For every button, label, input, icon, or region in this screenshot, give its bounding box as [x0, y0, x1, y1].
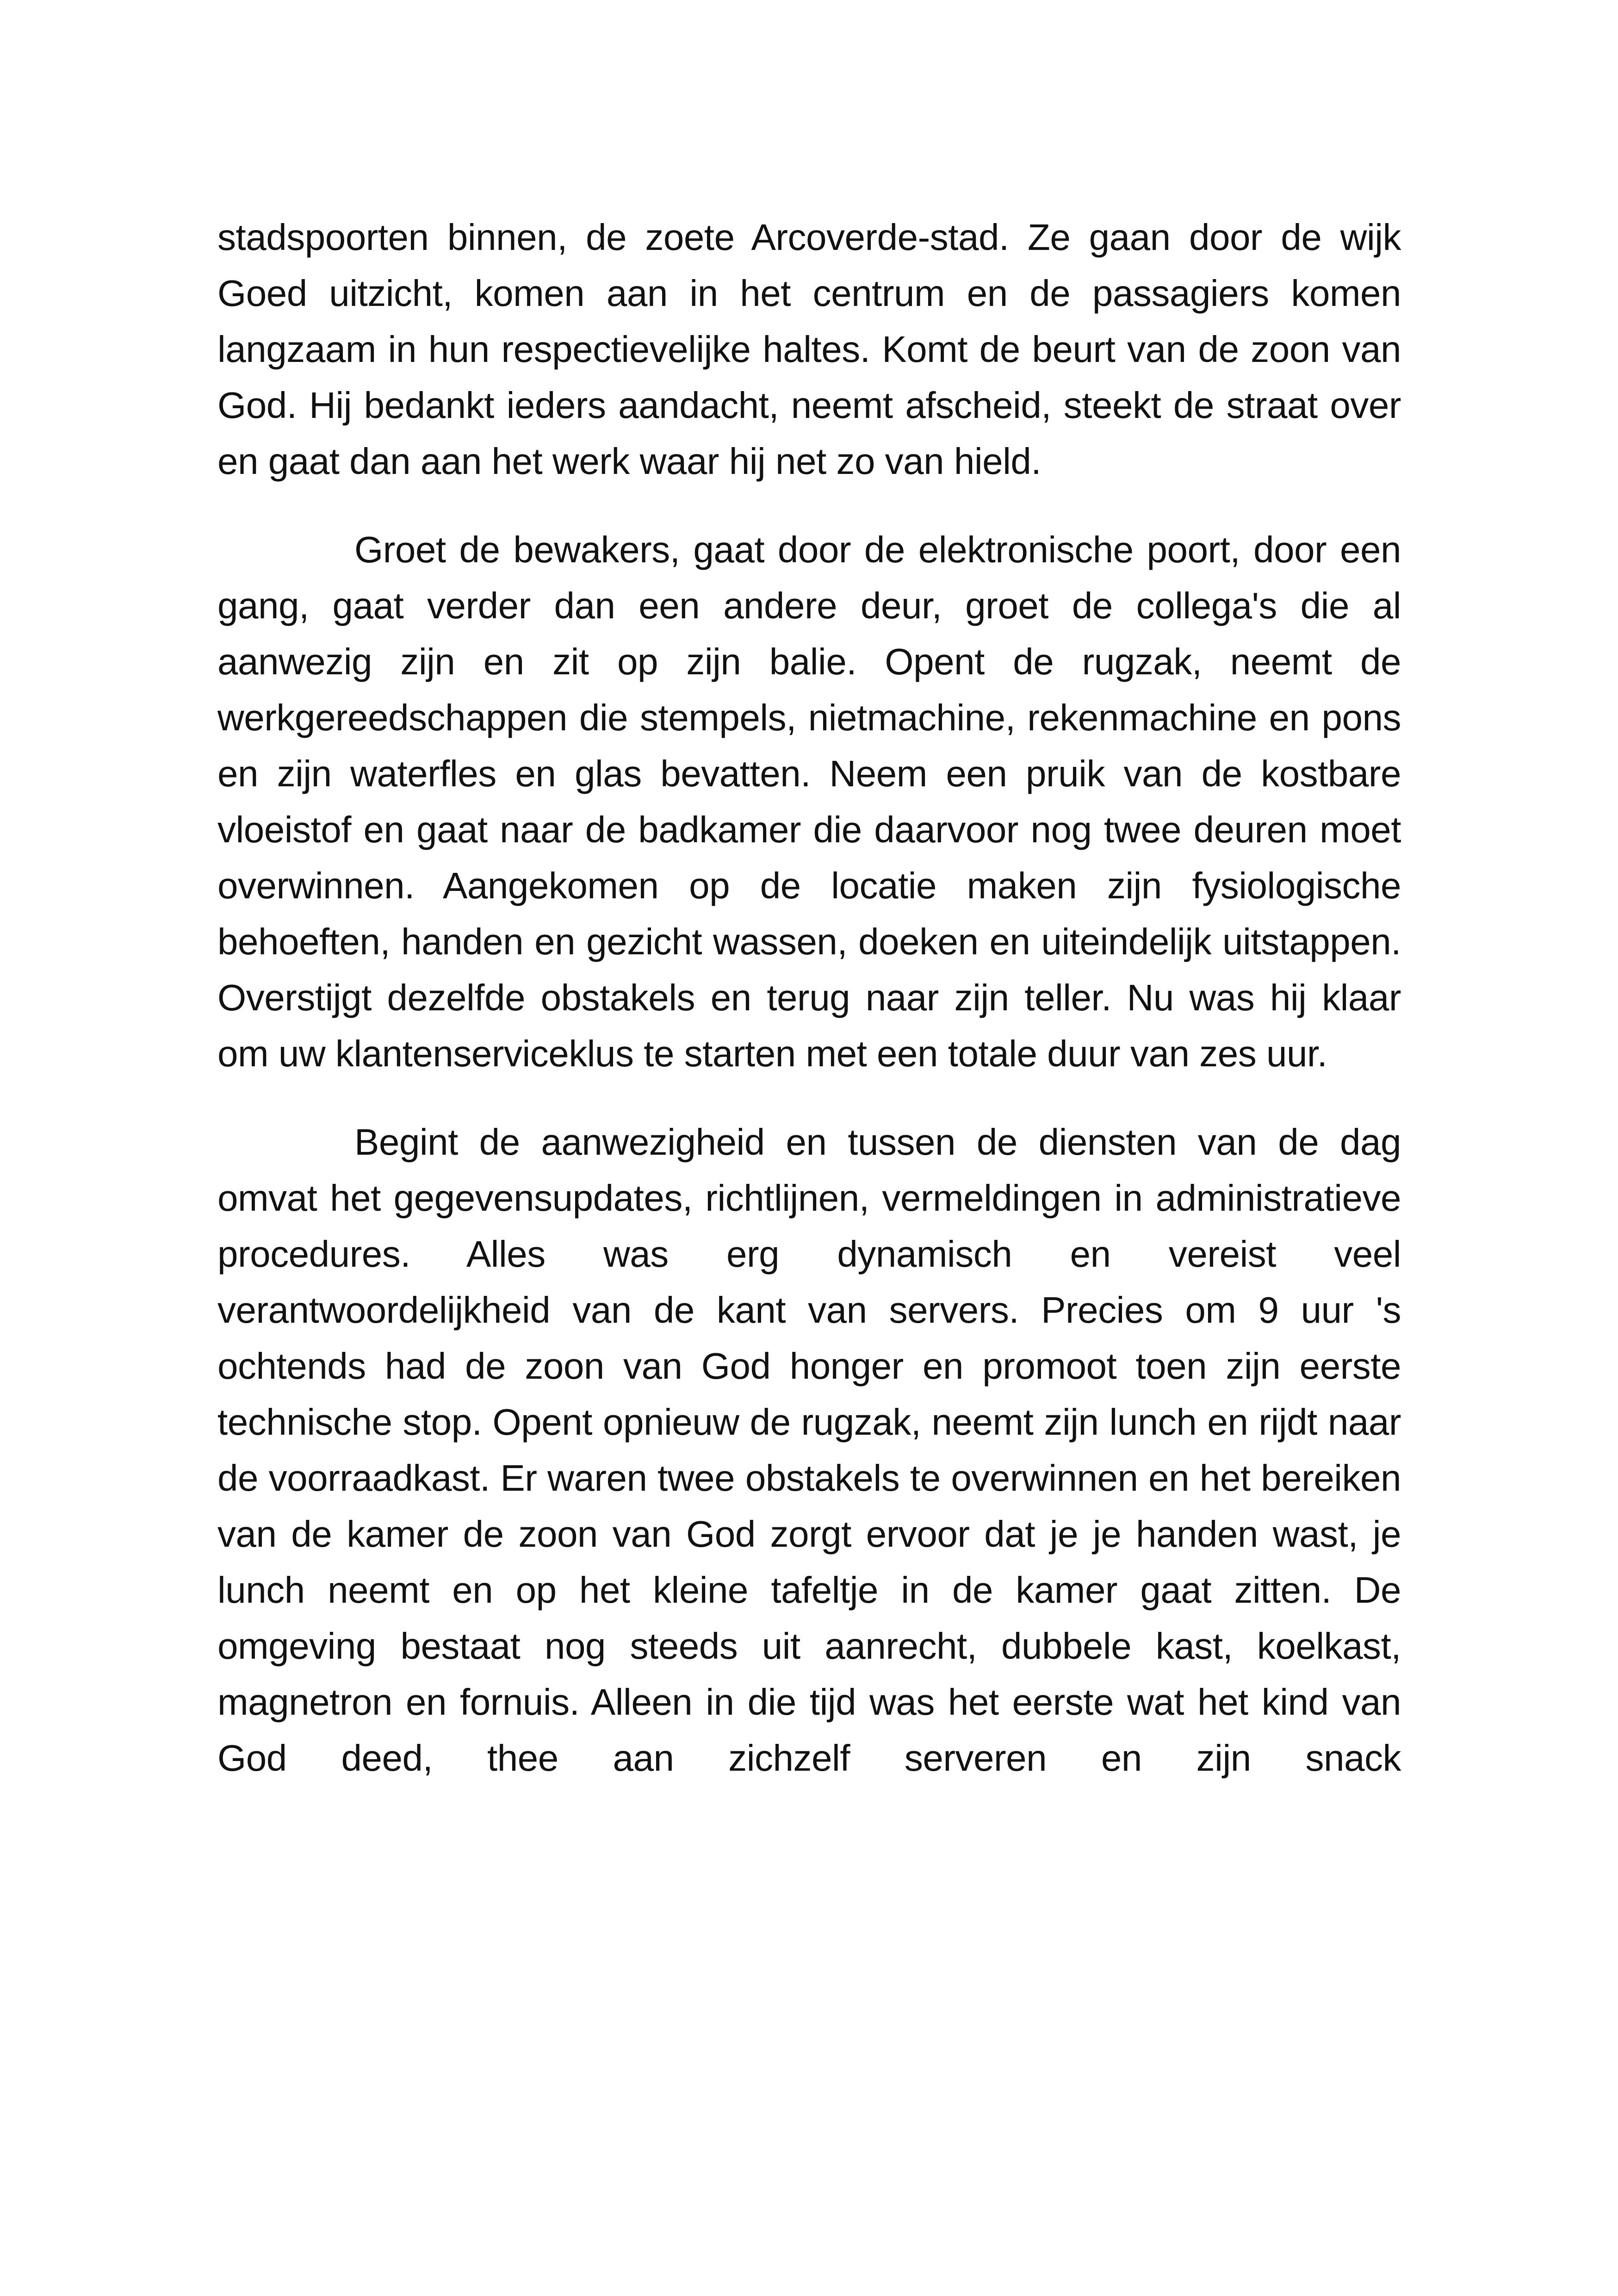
paragraph-3: Begint de aanwezigheid en tussen de diensten van de dag omvat het gegevensupdates, richtlijnen, vermeldingen in administratieve procedures. Alles was erg dynamisch en vereist veel verantwoordelijkheid van de kant van servers. Precies om 9 uur 's ochtends had de zoon van God honger en promoot toen zijn eerste technische stop. Opent opnieuw de rugzak, neemt zijn lunch en rijdt naar de voorraadkast. Er waren twee obstakels te overwinnen en het bereiken van de kamer de zoon van God zorgt ervoor dat je je handen wast, je lunch neemt en op het kleine tafeltje in de kamer gaat zitten. De omgeving bestaat nog steeds uit aanrecht, dubbele kast, koelkast, magnetron en fornuis. Alleen in die tijd was het eerste wat het kind van God deed, thee aan zichzelf serveren en zijn snack [217, 1121, 1401, 1779]
paragraph-2: Groet de bewakers, gaat door de elektronische poort, door een gang, gaat verder dan een andere deur, groet de collega's die al aanwezig zijn en zit op zijn balie. Opent de rugzak, neemt de werkgereedschappen die stempels, nietmachine, rekenmachine en pons en zijn waterfles en glas bevatten. Neem een pruik van de kostbare vloeistof en gaat naar de badkamer die daarvoor nog twee deuren moet overwinnen. Aangekomen op de locatie maken zijn fysiologische behoeften, handen en gezicht wassen, doeken en uiteindelijk uitstappen. Overstijgt dezelfde obstakels en terug naar zijn teller. Nu was hij klaar om uw klantenserviceklus te starten met een totale duur van zes uur. [217, 529, 1401, 1074]
paragraph-1: stadspoorten binnen, de zoete Arcoverde-stad. Ze gaan door de wijk Goed uitzicht, komen aan in het centrum en de passagiers komen langzaam in hun respectievelijke haltes. Komt de beurt van de zoon van God. Hij bedankt ieders aandacht, neemt afscheid, steekt de straat over en gaat dan aan het werk waar hij net zo van hield. [217, 217, 1401, 482]
body-text [217, 209, 1401, 1786]
